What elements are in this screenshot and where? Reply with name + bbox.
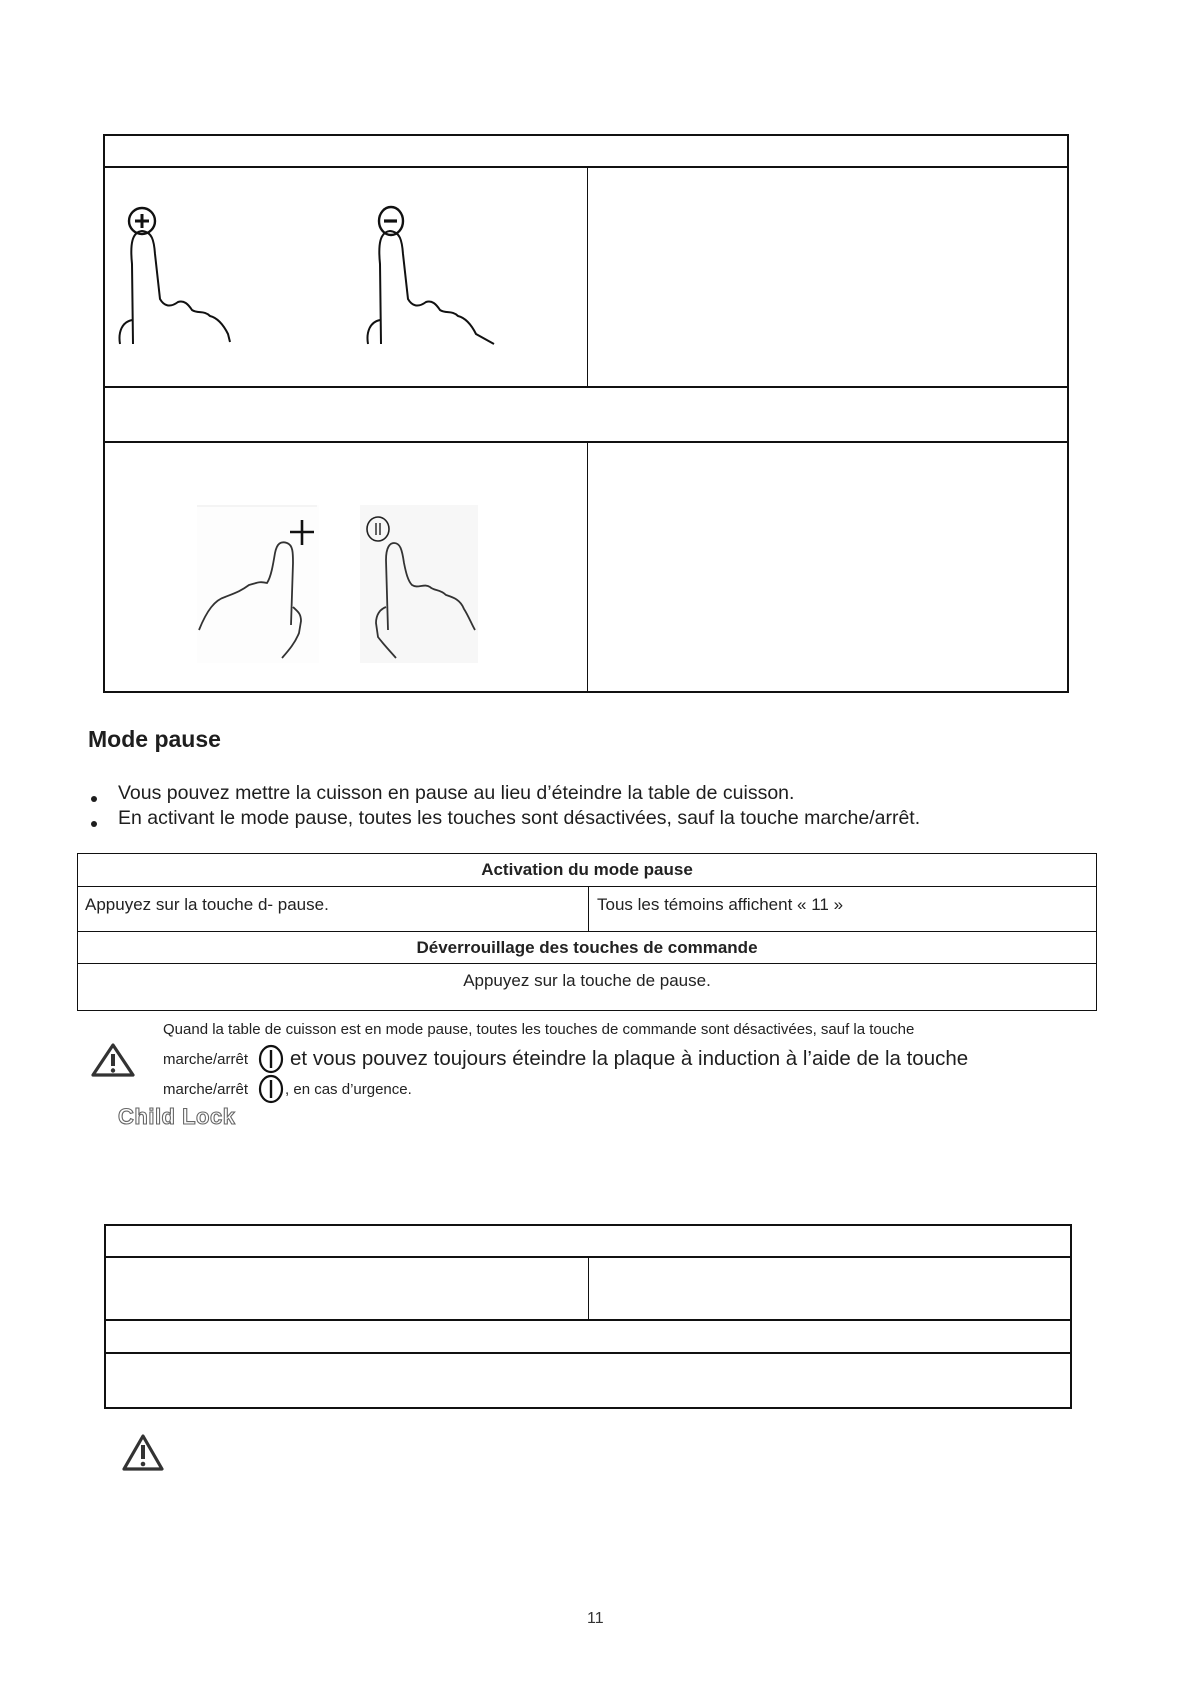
- bullet-item: En activant le mode pause, toutes les touches sont désactivées, sauf la touche marche/arrêt.: [118, 807, 921, 829]
- page-number: 11: [587, 1610, 604, 1627]
- warning-text: et vous pouvez toujours éteindre la plaque à induction à l’aide de la touche: [290, 1047, 969, 1070]
- finger-press-minus-icon: [366, 204, 501, 346]
- activation-header: Activation du mode pause: [481, 860, 693, 879]
- warning-triangle-icon: [121, 1433, 165, 1473]
- warning-text-line: [163, 1021, 914, 1038]
- table-divider: [78, 963, 1096, 964]
- instruction-table-bottom: [104, 1224, 1072, 1409]
- warning-text-line: [163, 1073, 412, 1105]
- table-column-divider: [588, 1257, 589, 1320]
- warning-triangle-icon: [90, 1042, 136, 1078]
- warning-text: marche/arrêt: [163, 1050, 249, 1068]
- table-divider: [105, 386, 1067, 388]
- table-column-divider: [587, 442, 588, 692]
- activation-result: Tous les témoins affichent « 11 »: [597, 895, 844, 914]
- table-divider: [105, 166, 1067, 168]
- finger-press-pause-icon: [360, 505, 478, 663]
- activation-action: Appuyez sur la touche d‐ pause.: [85, 895, 329, 914]
- warning-text: marche/arrêt: [163, 1080, 249, 1098]
- pause-mode-table: [77, 853, 1097, 1011]
- bullet-icon: [91, 821, 97, 827]
- warning-text: Quand la table de cuisson est en mode pause, toutes les touches de commande sont désactivées, sauf la touche: [163, 1021, 915, 1038]
- bullet-icon: [91, 796, 97, 802]
- table-divider: [106, 1352, 1070, 1354]
- warning-text: , en cas d’urgence.: [285, 1080, 412, 1098]
- table-divider: [105, 441, 1067, 443]
- table-column-divider: [588, 887, 589, 932]
- finger-press-plus-icon: [197, 505, 319, 663]
- finger-press-plus-icon: [118, 204, 253, 346]
- warning-text-line: [163, 1043, 968, 1075]
- table-divider: [78, 886, 1096, 887]
- unlock-action: Appuyez sur la touche de pause.: [463, 971, 711, 990]
- power-icon: [258, 1074, 284, 1104]
- bullet-item: Vous pouvez mettre la cuisson en pause au lieu d’éteindre la table de cuisson.: [118, 782, 795, 804]
- power-icon: [258, 1044, 284, 1074]
- section-title: Mode pause: [88, 726, 221, 752]
- table-divider: [78, 931, 1096, 932]
- table-column-divider: [587, 167, 588, 387]
- unlock-header: Déverrouillage des touches de commande: [416, 938, 758, 957]
- child-lock-title: Child Lock: [118, 1104, 236, 1129]
